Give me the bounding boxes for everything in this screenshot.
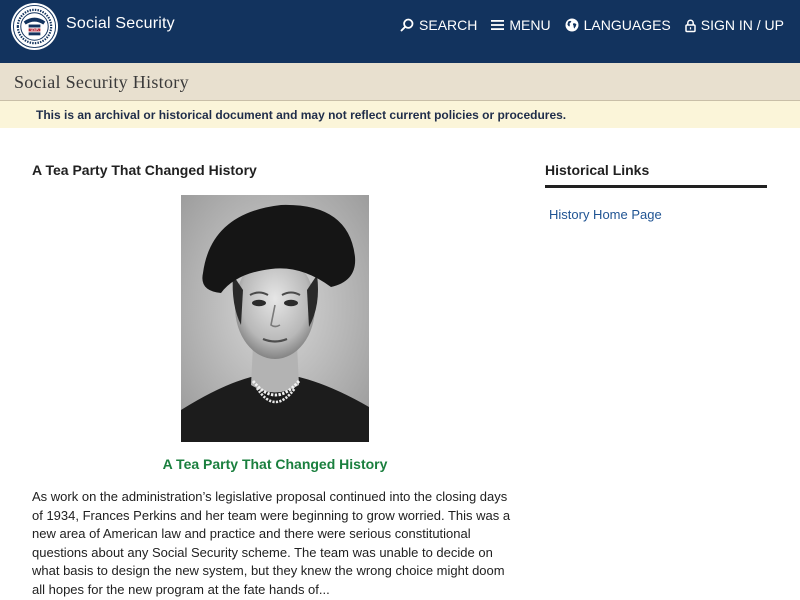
sidebar-heading: Historical Links: [545, 162, 650, 178]
nav-search-button[interactable]: [400, 17, 477, 33]
search-icon: [400, 18, 414, 32]
nav-signin-label: SIGN IN / UP: [700, 17, 784, 33]
history-home-link[interactable]: History Home Page: [549, 207, 662, 222]
nav-languages-label: LANGUAGES: [583, 17, 671, 33]
sidebar-divider: [545, 185, 767, 188]
site-brand-title[interactable]: Social Security: [66, 15, 175, 32]
article-title: A Tea Party That Changed History: [32, 162, 257, 178]
lock-icon: [685, 19, 696, 32]
article-body-paragraph: As work on the administration’s legislative proposal continued into the closing days of 1934, Frances Perkins and her team were beginning to grow worried. This was a new area of American law and practice and there were serious constitutional questions about any Social Security scheme. The team was unable to decide on what basis to design the new system, but they knew the wrong choice might doom all hopes for the new program at the fate hands of...: [32, 489, 511, 597]
photo-caption: A Tea Party That Changed History: [162, 456, 388, 472]
archival-notice-text: This is an archival or historical document and may not reflect current policies or procedures.: [36, 108, 567, 122]
top-header: [0, 0, 800, 63]
header-nav: [400, 17, 784, 33]
section-title-bar: [0, 63, 800, 101]
nav-languages-button[interactable]: [565, 17, 671, 33]
portrait-photo: [181, 195, 369, 442]
svg-text:USA: USA: [30, 27, 39, 33]
globe-icon: [565, 18, 579, 32]
archival-notice-bar: [0, 101, 800, 128]
nav-menu-button[interactable]: [491, 17, 550, 33]
ssa-seal-logo[interactable]: [10, 2, 59, 51]
nav-signin-button[interactable]: [685, 17, 784, 33]
nav-search-label: SEARCH: [419, 17, 478, 33]
section-title[interactable]: Social Security History: [14, 72, 189, 92]
menu-icon: [491, 19, 504, 31]
nav-menu-label: MENU: [509, 17, 551, 33]
